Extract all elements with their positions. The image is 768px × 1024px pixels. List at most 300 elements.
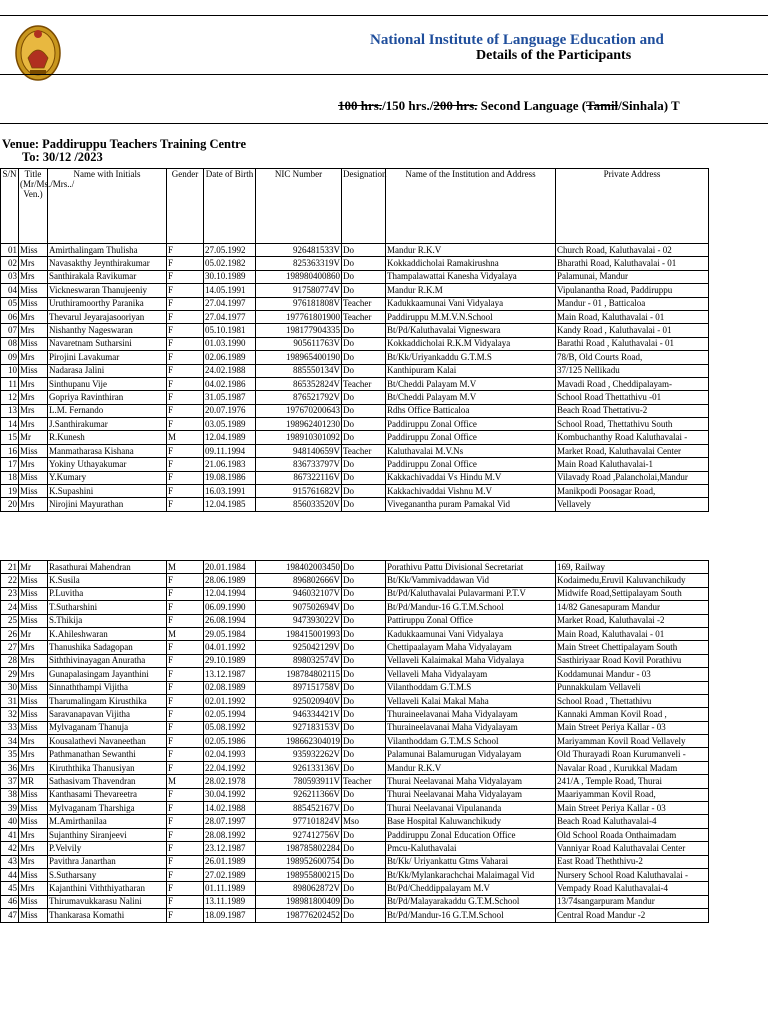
cell-sn: 03: [1, 270, 19, 283]
cell-institution: Thurai Neelavanai Maha Vidyalayam: [386, 775, 556, 788]
cell-title: Miss: [19, 721, 48, 734]
cell-gender: F: [167, 471, 204, 484]
cell-sn: 31: [1, 694, 19, 707]
venue-text: Venue: Paddiruppu Teachers Training Centre: [2, 137, 247, 151]
cell-designation: Teacher: [342, 310, 386, 323]
cell-title: Miss: [19, 601, 48, 614]
cell-institution: Pattiruppu Zonal Office: [386, 614, 556, 627]
cell-dob: 02.04.1993: [204, 748, 256, 761]
cell-name: Sinnaththampi Vijitha: [48, 681, 167, 694]
course-strike-tamil: Tamil: [586, 98, 619, 113]
cell-dob: 27.05.1992: [204, 244, 256, 257]
cell-name: T.Sutharshini: [48, 601, 167, 614]
cell-gender: M: [167, 627, 204, 640]
cell-nic: 926481533V: [256, 244, 342, 257]
cell-institution: Thuraineelavanai Maha Vidyalayam: [386, 721, 556, 734]
cell-name: Pavithra Janarthan: [48, 855, 167, 868]
cell-sn: 40: [1, 815, 19, 828]
cell-sn: 19: [1, 485, 19, 498]
cell-dob: 02.01.1992: [204, 694, 256, 707]
cell-gender: F: [167, 735, 204, 748]
table-row: [1, 244, 709, 257]
cell-nic: 977101824V: [256, 815, 342, 828]
cell-institution: Porathivu Pattu Divisional Secretariat: [386, 561, 556, 574]
cell-name: Siththivinayagan Anuratha: [48, 654, 167, 667]
cell-institution: Vilanthoddam G.T.M.S: [386, 681, 556, 694]
cell-designation: Do: [342, 614, 386, 627]
cell-sn: 01: [1, 244, 19, 257]
cell-private-address: Vellavely: [556, 498, 709, 511]
cell-institution: Bt/Kk/Mylankarachchai Malaimagal Vid: [386, 868, 556, 881]
cell-nic: 926211366V: [256, 788, 342, 801]
cell-title: Miss: [19, 815, 48, 828]
table-row: [1, 842, 709, 855]
cell-gender: F: [167, 895, 204, 908]
cell-name: R.Kunesh: [48, 431, 167, 444]
cell-dob: 20.07.1976: [204, 404, 256, 417]
cell-sn: 16: [1, 444, 19, 457]
cell-nic: 905611763V: [256, 337, 342, 350]
cell-private-address: Mariyamman Kovil Road Vellavely: [556, 735, 709, 748]
cell-designation: Do: [342, 284, 386, 297]
cell-gender: F: [167, 310, 204, 323]
cell-dob: 12.04.1989: [204, 431, 256, 444]
cell-designation: Mso: [342, 815, 386, 828]
cell-institution: Kadukkaamunai Vani Vidyalaya: [386, 627, 556, 640]
table-row: [1, 868, 709, 881]
cell-gender: F: [167, 668, 204, 681]
cell-sn: 20: [1, 498, 19, 511]
cell-private-address: Main Street Periya Kallar - 03: [556, 721, 709, 734]
cell-title: Miss: [19, 244, 48, 257]
cell-name: Pathmanathan Sewanthi: [48, 748, 167, 761]
cell-institution: Bt/Kk/Vammivaddawan Vid: [386, 574, 556, 587]
cell-gender: F: [167, 815, 204, 828]
cell-dob: 28.06.1989: [204, 574, 256, 587]
cell-nic: 198415001993: [256, 627, 342, 640]
cell-sn: 10: [1, 364, 19, 377]
cell-dob: 22.04.1992: [204, 761, 256, 774]
cell-dob: 14.05.1991: [204, 284, 256, 297]
cell-dob: 02.05.1994: [204, 708, 256, 721]
cell-private-address: Beach Road Kaluthavalai-4: [556, 815, 709, 828]
cell-gender: F: [167, 828, 204, 841]
cell-private-address: Nursery School Road Kaluthavalai -: [556, 868, 709, 881]
cell-title: Mrs: [19, 257, 48, 270]
cell-nic: 198662304019: [256, 735, 342, 748]
table-row: [1, 855, 709, 868]
cell-nic: 198980400860: [256, 270, 342, 283]
cell-designation: Do: [342, 654, 386, 667]
cell-sn: 06: [1, 310, 19, 323]
course-strike-100: 100 hrs.: [338, 98, 383, 113]
table-row: [1, 574, 709, 587]
cell-private-address: Vanniyar Road Kaluthavalai Center: [556, 842, 709, 855]
table-row: [1, 882, 709, 895]
cell-designation: Do: [342, 627, 386, 640]
cell-title: Miss: [19, 284, 48, 297]
course-rule: [0, 123, 768, 124]
cell-designation: Do: [342, 404, 386, 417]
cell-institution: Mandur R.K.V: [386, 761, 556, 774]
cell-designation: Do: [342, 681, 386, 694]
table-row: [1, 614, 709, 627]
cell-gender: F: [167, 418, 204, 431]
cell-nic: 198981800409: [256, 895, 342, 908]
cell-sn: 23: [1, 587, 19, 600]
table-row: [1, 708, 709, 721]
cell-nic: 198910301092: [256, 431, 342, 444]
cell-dob: 19.08.1986: [204, 471, 256, 484]
cell-nic: 198402003450: [256, 561, 342, 574]
cell-dob: 28.08.1992: [204, 828, 256, 841]
cell-designation: Do: [342, 391, 386, 404]
cell-institution: Mandur R.K.M: [386, 284, 556, 297]
cell-private-address: Bharathi Road, Kaluthavalai - 01: [556, 257, 709, 270]
cell-institution: Bt/Kk/ Uriyankattu Gtms Vaharai: [386, 855, 556, 868]
cell-gender: F: [167, 498, 204, 511]
cell-dob: 26.08.1994: [204, 614, 256, 627]
cell-title: Mr: [19, 431, 48, 444]
cell-institution: Paddiruppu Zonal Office: [386, 431, 556, 444]
cell-private-address: Manikpodi Poosagar Road,: [556, 485, 709, 498]
course-150: /150 hrs./: [382, 98, 434, 113]
cell-dob: 12.04.1994: [204, 587, 256, 600]
cell-dob: 02.05.1986: [204, 735, 256, 748]
cell-title: Mrs: [19, 418, 48, 431]
cell-designation: Do: [342, 868, 386, 881]
cell-private-address: Main Street Chettipalayam South: [556, 641, 709, 654]
cell-private-address: Mavadi Road , Cheddipalayam-: [556, 377, 709, 390]
cell-title: Miss: [19, 614, 48, 627]
cell-nic: 836733797V: [256, 458, 342, 471]
cell-institution: Paddiruppu Zonal Education Office: [386, 828, 556, 841]
cell-sn: 13: [1, 404, 19, 417]
cell-title: Mrs: [19, 882, 48, 895]
cell-nic: 876521792V: [256, 391, 342, 404]
cell-title: Miss: [19, 587, 48, 600]
cell-gender: F: [167, 681, 204, 694]
cell-gender: F: [167, 485, 204, 498]
cell-nic: 197670200643: [256, 404, 342, 417]
cell-designation: Do: [342, 895, 386, 908]
cell-name: Thankarasa Komathi: [48, 909, 167, 922]
cell-name: Gunapalasingam Jayanthini: [48, 668, 167, 681]
cell-private-address: Vilavady Road ,Palancholai,Mandur: [556, 471, 709, 484]
cell-title: Miss: [19, 694, 48, 707]
cell-title: Miss: [19, 708, 48, 721]
cell-name: Kanthasami Thevareetra: [48, 788, 167, 801]
cell-private-address: 169, Railway: [556, 561, 709, 574]
cell-name: Saravanapavan Vijitha: [48, 708, 167, 721]
cell-institution: Mandur R.K.V: [386, 244, 556, 257]
cell-institution: Thurai Neelavanai Vipulananda: [386, 802, 556, 815]
cell-title: Mrs: [19, 404, 48, 417]
cell-sn: 44: [1, 868, 19, 881]
cell-gender: F: [167, 909, 204, 922]
cell-title: Mrs: [19, 761, 48, 774]
cell-gender: F: [167, 761, 204, 774]
cell-gender: F: [167, 257, 204, 270]
cell-nic: 867322116V: [256, 471, 342, 484]
cell-name: Mylvaganam Tharshiga: [48, 802, 167, 815]
cell-nic: 896802666V: [256, 574, 342, 587]
cell-sn: 46: [1, 895, 19, 908]
cell-nic: 915761682V: [256, 485, 342, 498]
cell-institution: Bt/Kk/Uriyankaddu G.T.M.S: [386, 351, 556, 364]
cell-title: Mrs: [19, 641, 48, 654]
cell-dob: 05.08.1992: [204, 721, 256, 734]
table-row: [1, 458, 709, 471]
table-row: [1, 297, 709, 310]
cell-gender: F: [167, 284, 204, 297]
cell-title: Mr: [19, 627, 48, 640]
cell-name: Sinthupanu Vije: [48, 377, 167, 390]
cell-title: Mrs: [19, 270, 48, 283]
cell-sn: 39: [1, 802, 19, 815]
cell-private-address: East Road Theththivu-2: [556, 855, 709, 868]
cell-private-address: School Road , Thettathivu: [556, 694, 709, 707]
cell-name: Thirumavukkarasu Nalini: [48, 895, 167, 908]
cell-sn: 11: [1, 377, 19, 390]
table-row: [1, 498, 709, 511]
cell-sn: 24: [1, 601, 19, 614]
cell-dob: 21.06.1983: [204, 458, 256, 471]
cell-title: Mrs: [19, 324, 48, 337]
cell-institution: Viveganantha puram Pamakal Vid: [386, 498, 556, 511]
cell-sn: 34: [1, 735, 19, 748]
cell-gender: F: [167, 614, 204, 627]
cell-title: Mrs: [19, 654, 48, 667]
cell-sn: 25: [1, 614, 19, 627]
table-row: [1, 828, 709, 841]
cell-name: Manmatharasa Kishana: [48, 444, 167, 457]
cell-institution: Bt/Pd/Kaluthavalai Pulavarmani P.T.V: [386, 587, 556, 600]
cell-dob: 16.03.1991: [204, 485, 256, 498]
cell-sn: 07: [1, 324, 19, 337]
cell-sn: 08: [1, 337, 19, 350]
cell-title: Miss: [19, 788, 48, 801]
cell-nic: 198776202452: [256, 909, 342, 922]
cell-title: Miss: [19, 895, 48, 908]
cell-nic: 825363319V: [256, 257, 342, 270]
cell-dob: 27.04.1977: [204, 310, 256, 323]
cell-nic: 927183153V: [256, 721, 342, 734]
cell-gender: F: [167, 444, 204, 457]
cell-dob: 03.05.1989: [204, 418, 256, 431]
cell-name: Uruthiramoorthy Paranika: [48, 297, 167, 310]
cell-gender: F: [167, 458, 204, 471]
cell-title: Mrs: [19, 377, 48, 390]
cell-gender: F: [167, 270, 204, 283]
cell-name: K.Susila: [48, 574, 167, 587]
table-row: [1, 270, 709, 283]
cell-nic: 898062872V: [256, 882, 342, 895]
cell-institution: Paddiruppu M.M.V.N.School: [386, 310, 556, 323]
cell-gender: F: [167, 337, 204, 350]
cell-institution: Kanthipuram Kalai: [386, 364, 556, 377]
cell-dob: 04.01.1992: [204, 641, 256, 654]
cell-sn: 45: [1, 882, 19, 895]
cell-nic: 946334421V: [256, 708, 342, 721]
cell-nic: 885452167V: [256, 802, 342, 815]
cell-name: P.Luvitha: [48, 587, 167, 600]
cell-nic: 925020940V: [256, 694, 342, 707]
cell-designation: Do: [342, 351, 386, 364]
cell-private-address: Navalar Road , Kurukkal Madam: [556, 761, 709, 774]
cell-private-address: 14/82 Ganesapuram Mandur: [556, 601, 709, 614]
table-row: [1, 377, 709, 390]
cell-gender: F: [167, 694, 204, 707]
cell-dob: 12.04.1985: [204, 498, 256, 511]
cell-sn: 41: [1, 828, 19, 841]
cell-gender: F: [167, 587, 204, 600]
cell-private-address: Koddamunai Mandur - 03: [556, 668, 709, 681]
cell-name: Santhirakala Ravikumar: [48, 270, 167, 283]
cell-private-address: Old School Roada Onthaimadam: [556, 828, 709, 841]
cell-private-address: School Road Thettathivu -01: [556, 391, 709, 404]
cell-designation: Do: [342, 694, 386, 707]
cell-designation: Do: [342, 855, 386, 868]
cell-gender: F: [167, 601, 204, 614]
cell-dob: 06.09.1990: [204, 601, 256, 614]
cell-name: Tharumalingam Kirusthika: [48, 694, 167, 707]
cell-institution: Base Hospital Kaluwanchikudy: [386, 815, 556, 828]
cell-name: Amirthalingam Thulisha: [48, 244, 167, 257]
table-row: [1, 748, 709, 761]
cell-private-address: Old Thurayadi Roan Kurumanveli -: [556, 748, 709, 761]
cell-nic: 926133136V: [256, 761, 342, 774]
col-private-address: Private Address: [556, 169, 709, 244]
cell-sn: 42: [1, 842, 19, 855]
cell-name: Y.Kumary: [48, 471, 167, 484]
cell-institution: Kokkaddicholai Ramakirushna: [386, 257, 556, 270]
cell-designation: Do: [342, 735, 386, 748]
cell-name: Sathasivam Thavendran: [48, 775, 167, 788]
cell-designation: Do: [342, 324, 386, 337]
cell-designation: Do: [342, 641, 386, 654]
cell-private-address: Main Road, Kaluthavalai - 01: [556, 310, 709, 323]
col-designation: Designation: [342, 169, 386, 244]
course-end: /Sinhala) T: [618, 98, 680, 113]
cell-private-address: Vempady Road Kaluthavalai-4: [556, 882, 709, 895]
cell-institution: Rdhs Office Batticaloa: [386, 404, 556, 417]
cell-institution: Bt/Cheddi Palayam M.V: [386, 391, 556, 404]
cell-sn: 30: [1, 681, 19, 694]
cell-designation: Do: [342, 485, 386, 498]
col-dob: Date of Birth: [204, 169, 256, 244]
cell-sn: 36: [1, 761, 19, 774]
cell-nic: 198784802115: [256, 668, 342, 681]
cell-institution: Bt/Pd/Mandur-16 G.T.M.School: [386, 601, 556, 614]
cell-designation: Do: [342, 721, 386, 734]
col-nic: NIC Number: [256, 169, 342, 244]
cell-dob: 01.03.1990: [204, 337, 256, 350]
cell-private-address: Sasthiriyaar Road Kovil Porathivu: [556, 654, 709, 667]
table-row: [1, 775, 709, 788]
cell-private-address: Church Road, Kaluthavalai - 02: [556, 244, 709, 257]
cell-title: Miss: [19, 364, 48, 377]
cell-title: Miss: [19, 444, 48, 457]
table-row: [1, 681, 709, 694]
cell-dob: 31.05.1987: [204, 391, 256, 404]
cell-institution: Pmcu-Kaluthavalai: [386, 842, 556, 855]
cell-dob: 27.02.1989: [204, 868, 256, 881]
cell-name: Mylvaganam Thanuja: [48, 721, 167, 734]
table-row: [1, 668, 709, 681]
cell-institution: Kokkaddicholai R.K.M Vidyalaya: [386, 337, 556, 350]
cell-dob: 30.04.1992: [204, 788, 256, 801]
cell-gender: M: [167, 775, 204, 788]
table-row: [1, 391, 709, 404]
cell-private-address: Midwife Road,Settipalayam South: [556, 587, 709, 600]
cell-institution: Bt/Pd/Mandur-16 G.T.M.School: [386, 909, 556, 922]
cell-private-address: Palamunai, Mandur: [556, 270, 709, 283]
cell-designation: Do: [342, 458, 386, 471]
cell-gender: F: [167, 364, 204, 377]
table-row: [1, 404, 709, 417]
cell-sn: 37: [1, 775, 19, 788]
cell-private-address: Maariyamman Kovil Road,: [556, 788, 709, 801]
cell-nic: 198177904335: [256, 324, 342, 337]
course-line: [338, 98, 680, 114]
cell-dob: 04.02.1986: [204, 377, 256, 390]
cell-title: Miss: [19, 471, 48, 484]
participants-table: [0, 168, 709, 512]
cell-private-address: Main Road Kaluthavalai-1: [556, 458, 709, 471]
cell-nic: 198952600754: [256, 855, 342, 868]
cell-dob: 05.10.1981: [204, 324, 256, 337]
cell-sn: 04: [1, 284, 19, 297]
cell-private-address: Kombuchanthy Road Kaluthavalai -: [556, 431, 709, 444]
cell-nic: 946032107V: [256, 587, 342, 600]
table-row: [1, 587, 709, 600]
cell-designation: Do: [342, 909, 386, 922]
cell-name: M.Amirthanilaa: [48, 815, 167, 828]
table-row: [1, 735, 709, 748]
table-row: [1, 561, 709, 574]
cell-title: Mrs: [19, 735, 48, 748]
cell-sn: 17: [1, 458, 19, 471]
cell-nic: 947393022V: [256, 614, 342, 627]
cell-dob: 28.02.1978: [204, 775, 256, 788]
cell-gender: M: [167, 431, 204, 444]
cell-nic: 907502694V: [256, 601, 342, 614]
cell-dob: 01.11.1989: [204, 882, 256, 895]
cell-title: Mrs: [19, 498, 48, 511]
cell-nic: 198962401230: [256, 418, 342, 431]
cell-designation: Do: [342, 244, 386, 257]
cell-sn: 35: [1, 748, 19, 761]
cell-private-address: Vipulanantha Road, Paddiruppu: [556, 284, 709, 297]
cell-title: Mrs: [19, 668, 48, 681]
cell-institution: Vilanthoddam G.T.M.S School: [386, 735, 556, 748]
table-row: [1, 284, 709, 297]
cell-institution: Kakkachivaddai Vishnu M.V: [386, 485, 556, 498]
cell-name: Yokiny Uthayakumar: [48, 458, 167, 471]
table-row: [1, 694, 709, 707]
cell-name: K.Supashini: [48, 485, 167, 498]
cell-institution: Vellaveli Kalai Makal Maha: [386, 694, 556, 707]
cell-dob: 18.09.1987: [204, 909, 256, 922]
cell-private-address: Barathi Road , Kaluthavalai - 01: [556, 337, 709, 350]
cell-institution: Palamunai Balamurugan Vidyalayam: [386, 748, 556, 761]
cell-nic: 198965400190: [256, 351, 342, 364]
cell-name: Gopriya Ravinthiran: [48, 391, 167, 404]
cell-designation: Do: [342, 802, 386, 815]
cell-institution: Vellaveli Maha Vidyalayam: [386, 668, 556, 681]
cell-institution: Kakkachivaddai Vs Hindu M.V: [386, 471, 556, 484]
